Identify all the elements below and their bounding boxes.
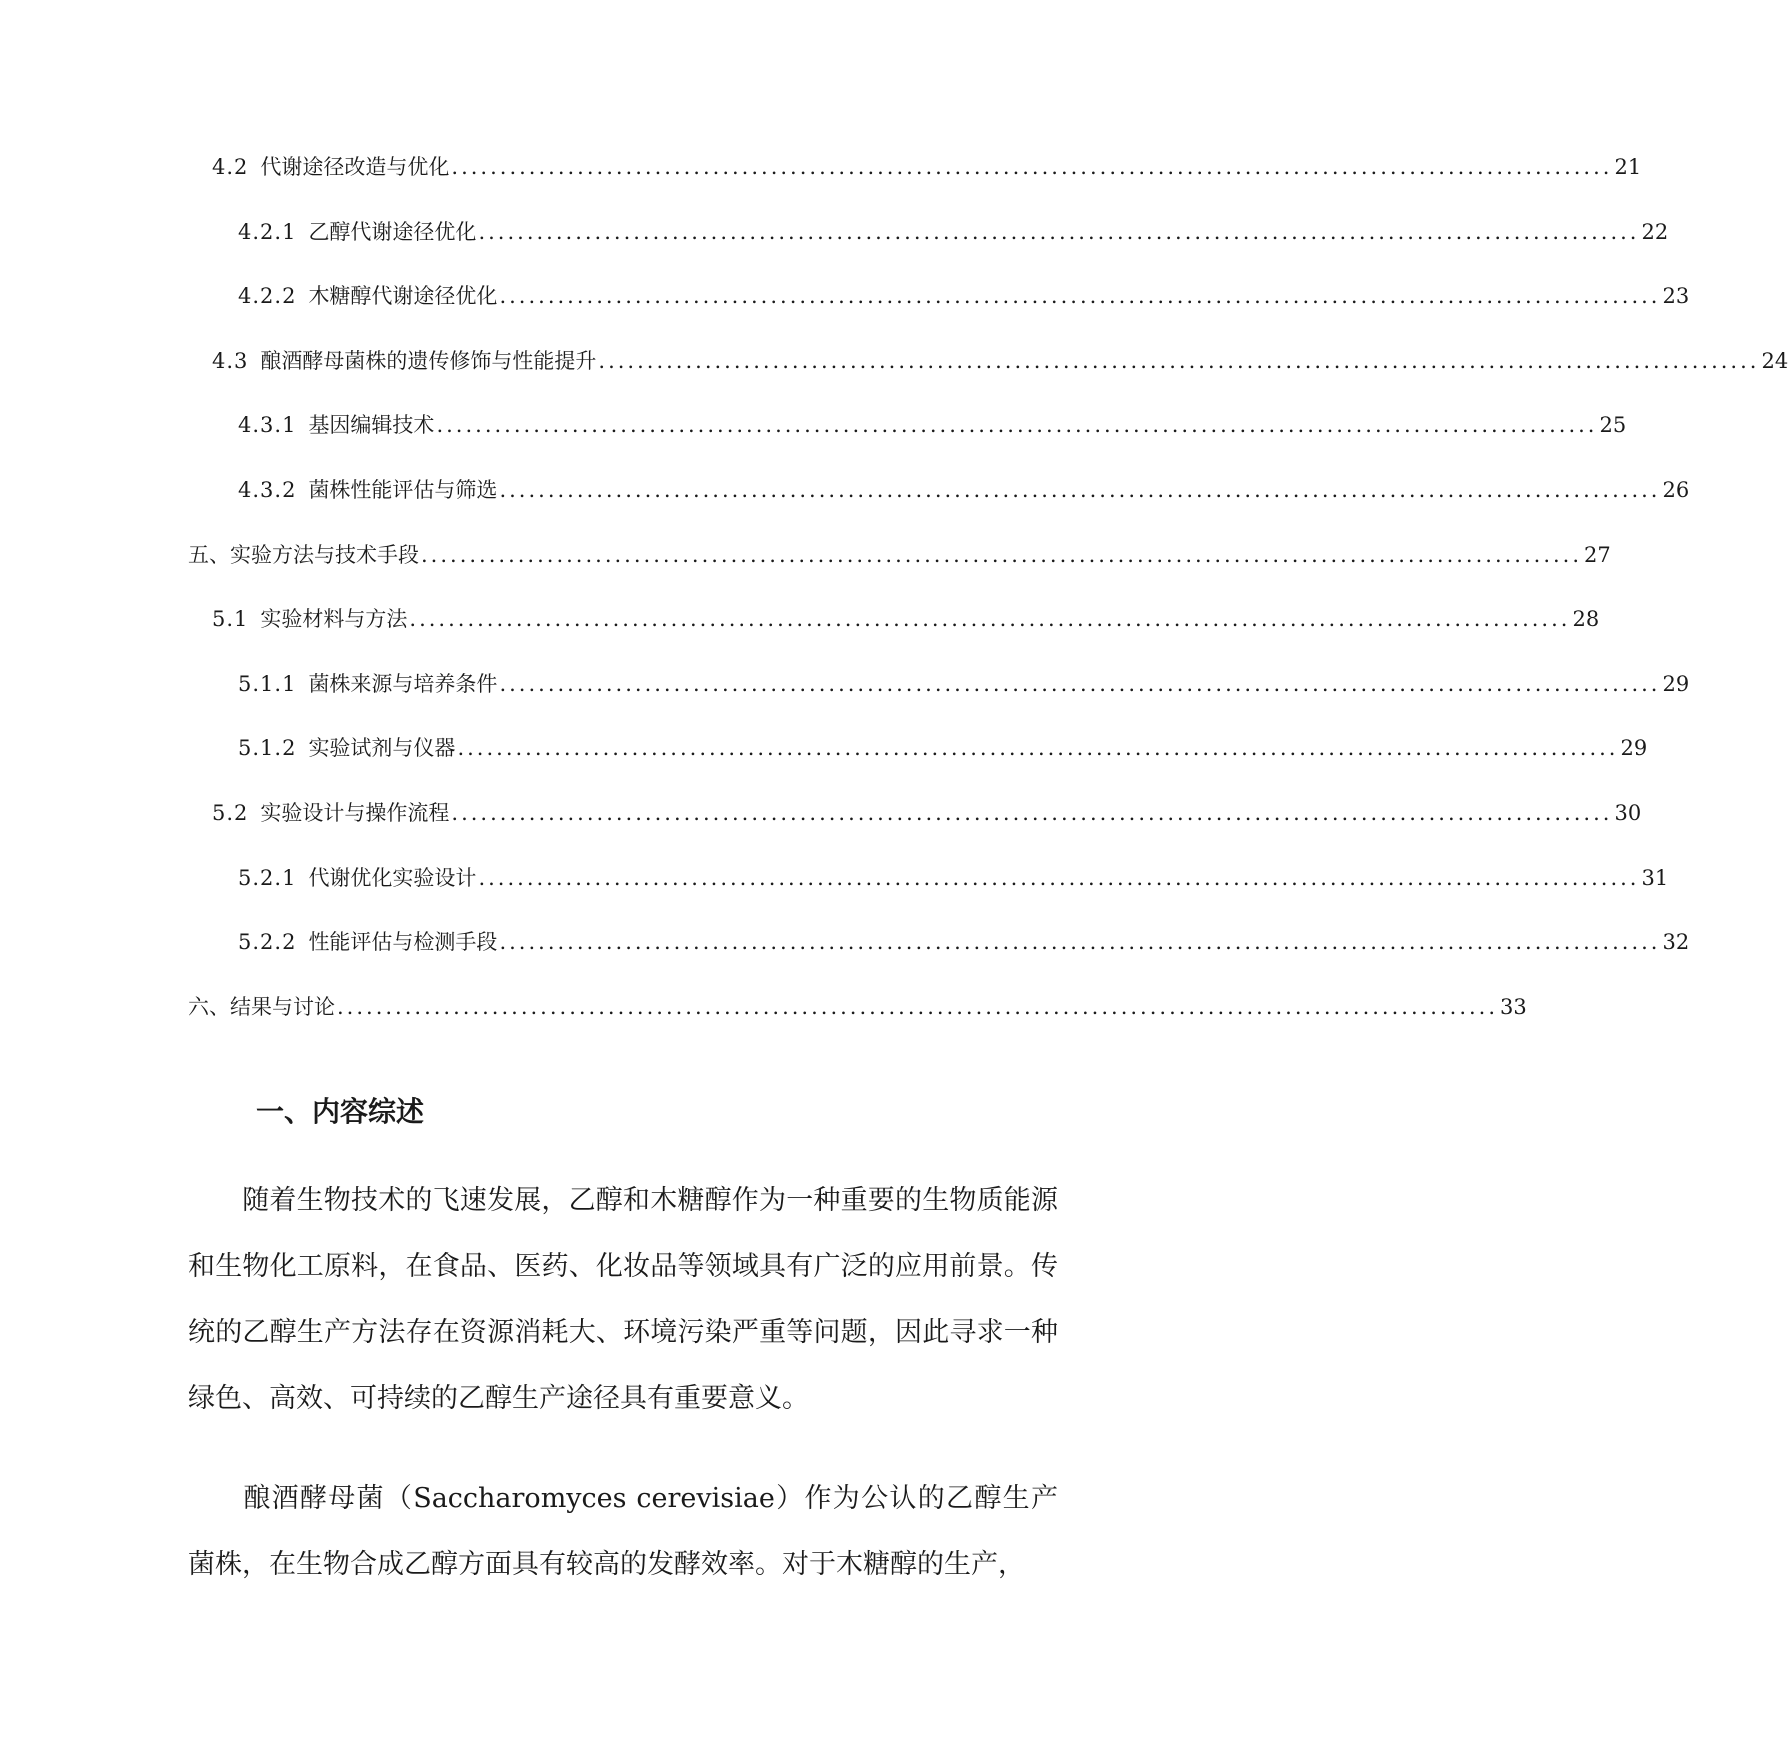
toc-entry[interactable]	[238, 215, 1669, 249]
section-heading: 一、内容综述	[256, 1095, 425, 1128]
toc-entry-number: 4.3.2	[238, 478, 297, 502]
toc-dot-leader: ........................................................................................................................	[421, 543, 1583, 567]
toc-entry-number: 5.2.2	[238, 930, 297, 954]
toc-entry[interactable]	[188, 990, 1527, 1024]
toc-page-number: 30	[1614, 801, 1642, 825]
toc-entry[interactable]	[238, 408, 1627, 442]
toc-entry-number: 4.3.1	[238, 413, 297, 437]
toc-entry[interactable]	[238, 667, 1690, 701]
toc-page-number: 22	[1641, 220, 1669, 244]
toc-entry-title: 实验试剂与仪器	[308, 736, 456, 760]
toc-entry[interactable]	[238, 473, 1690, 507]
toc-page-number: 33	[1500, 995, 1527, 1019]
toc-dot-leader: ........................................................................................................................	[499, 672, 1661, 696]
toc-entry-title: 基因编辑技术	[308, 413, 435, 437]
toc-entry[interactable]	[212, 344, 1788, 378]
toc-dot-leader: ........................................................................................................................	[478, 220, 1640, 244]
toc-entry-number: 5.1.1	[238, 672, 297, 696]
toc-dot-leader: ........................................................................................................................	[499, 930, 1661, 954]
toc-entry-title: 实验设计与操作流程	[260, 801, 450, 825]
body-paragraph-2	[188, 1466, 1058, 1598]
toc-dot-leader: ........................................................................................................................	[436, 413, 1598, 437]
toc-entry[interactable]	[212, 150, 1642, 184]
paragraph-text: 随着生物技术的飞速发展，乙醇和木糖醇作为一种重要的生物质能源和生物化工原料，在食品、医药、化妆品等领域具有广泛的应用前景。传统的乙醇生产方法存在资源消耗大、环境污染严重等问题，因此寻求一种绿色、高效、可持续的乙醇生产途径具有重要意义。	[188, 1185, 1058, 1414]
toc-page-number: 26	[1662, 478, 1690, 502]
toc-dot-leader: ........................................................................................................................	[337, 995, 1499, 1019]
toc-entry-title: 乙醇代谢途径优化	[308, 220, 477, 244]
toc-entry[interactable]	[238, 861, 1669, 895]
toc-dot-leader: ........................................................................................................................	[451, 155, 1613, 179]
toc-page-number: 31	[1641, 866, 1669, 890]
toc-entry-number: 4.3	[212, 349, 249, 373]
toc-entry-title: 性能评估与检测手段	[308, 930, 498, 954]
toc-entry[interactable]	[188, 538, 1611, 572]
toc-entry[interactable]	[238, 731, 1648, 765]
toc-entry-title: 实验材料与方法	[260, 607, 408, 631]
toc-page-number: 25	[1599, 413, 1627, 437]
toc-page-number: 29	[1662, 672, 1690, 696]
toc-entry-title: 木糖醇代谢途径优化	[308, 284, 498, 308]
toc-entry-title: 六、结果与讨论	[188, 995, 335, 1019]
toc-page-number: 28	[1572, 607, 1600, 631]
toc-entry[interactable]	[212, 796, 1642, 830]
toc-dot-leader: ........................................................................................................................	[451, 801, 1613, 825]
toc-dot-leader: ........................................................................................................................	[457, 736, 1619, 760]
body-paragraph-1	[188, 1168, 1058, 1432]
toc-dot-leader: ........................................................................................................................	[478, 866, 1640, 890]
toc-page-number: 23	[1662, 284, 1690, 308]
toc-entry-number: 5.1.2	[238, 736, 297, 760]
toc-entry-title: 菌株性能评估与筛选	[308, 478, 498, 502]
toc-entry-number: 5.1	[212, 607, 249, 631]
toc-entry-title: 菌株来源与培养条件	[308, 672, 498, 696]
toc-dot-leader: ........................................................................................................................	[598, 349, 1760, 373]
toc-page-number: 29	[1620, 736, 1648, 760]
toc-entry-number: 4.2.1	[238, 220, 297, 244]
toc-dot-leader: ........................................................................................................................	[499, 478, 1661, 502]
toc-dot-leader: ........................................................................................................................	[409, 607, 1571, 631]
toc-page-number: 21	[1614, 155, 1642, 179]
toc-page-number: 27	[1584, 543, 1611, 567]
toc-entry-title: 代谢优化实验设计	[308, 866, 477, 890]
toc-entry-number: 5.2	[212, 801, 249, 825]
toc-page-number: 32	[1662, 930, 1690, 954]
toc-entry-number: 4.2	[212, 155, 249, 179]
toc-entry-title: 代谢途径改造与优化	[260, 155, 450, 179]
toc-entry[interactable]	[238, 925, 1690, 959]
toc-entry-number: 5.2.1	[238, 866, 297, 890]
toc-entry[interactable]	[212, 602, 1600, 636]
toc-entry[interactable]	[238, 279, 1690, 313]
toc-page-number: 24	[1761, 349, 1788, 373]
toc-entry-title: 酿酒酵母菌株的遗传修饰与性能提升	[260, 349, 597, 373]
toc-entry-title: 五、实验方法与技术手段	[188, 543, 419, 567]
toc-dot-leader: ........................................................................................................................	[499, 284, 1661, 308]
toc-entry-number: 4.2.2	[238, 284, 297, 308]
paragraph-text: 酿酒酵母菌（Saccharomyces cerevisiae）作为公认的乙醇生产菌株，在生物合成乙醇方面具有较高的发酵效率。对于木糖醇的生产，	[188, 1483, 1058, 1580]
